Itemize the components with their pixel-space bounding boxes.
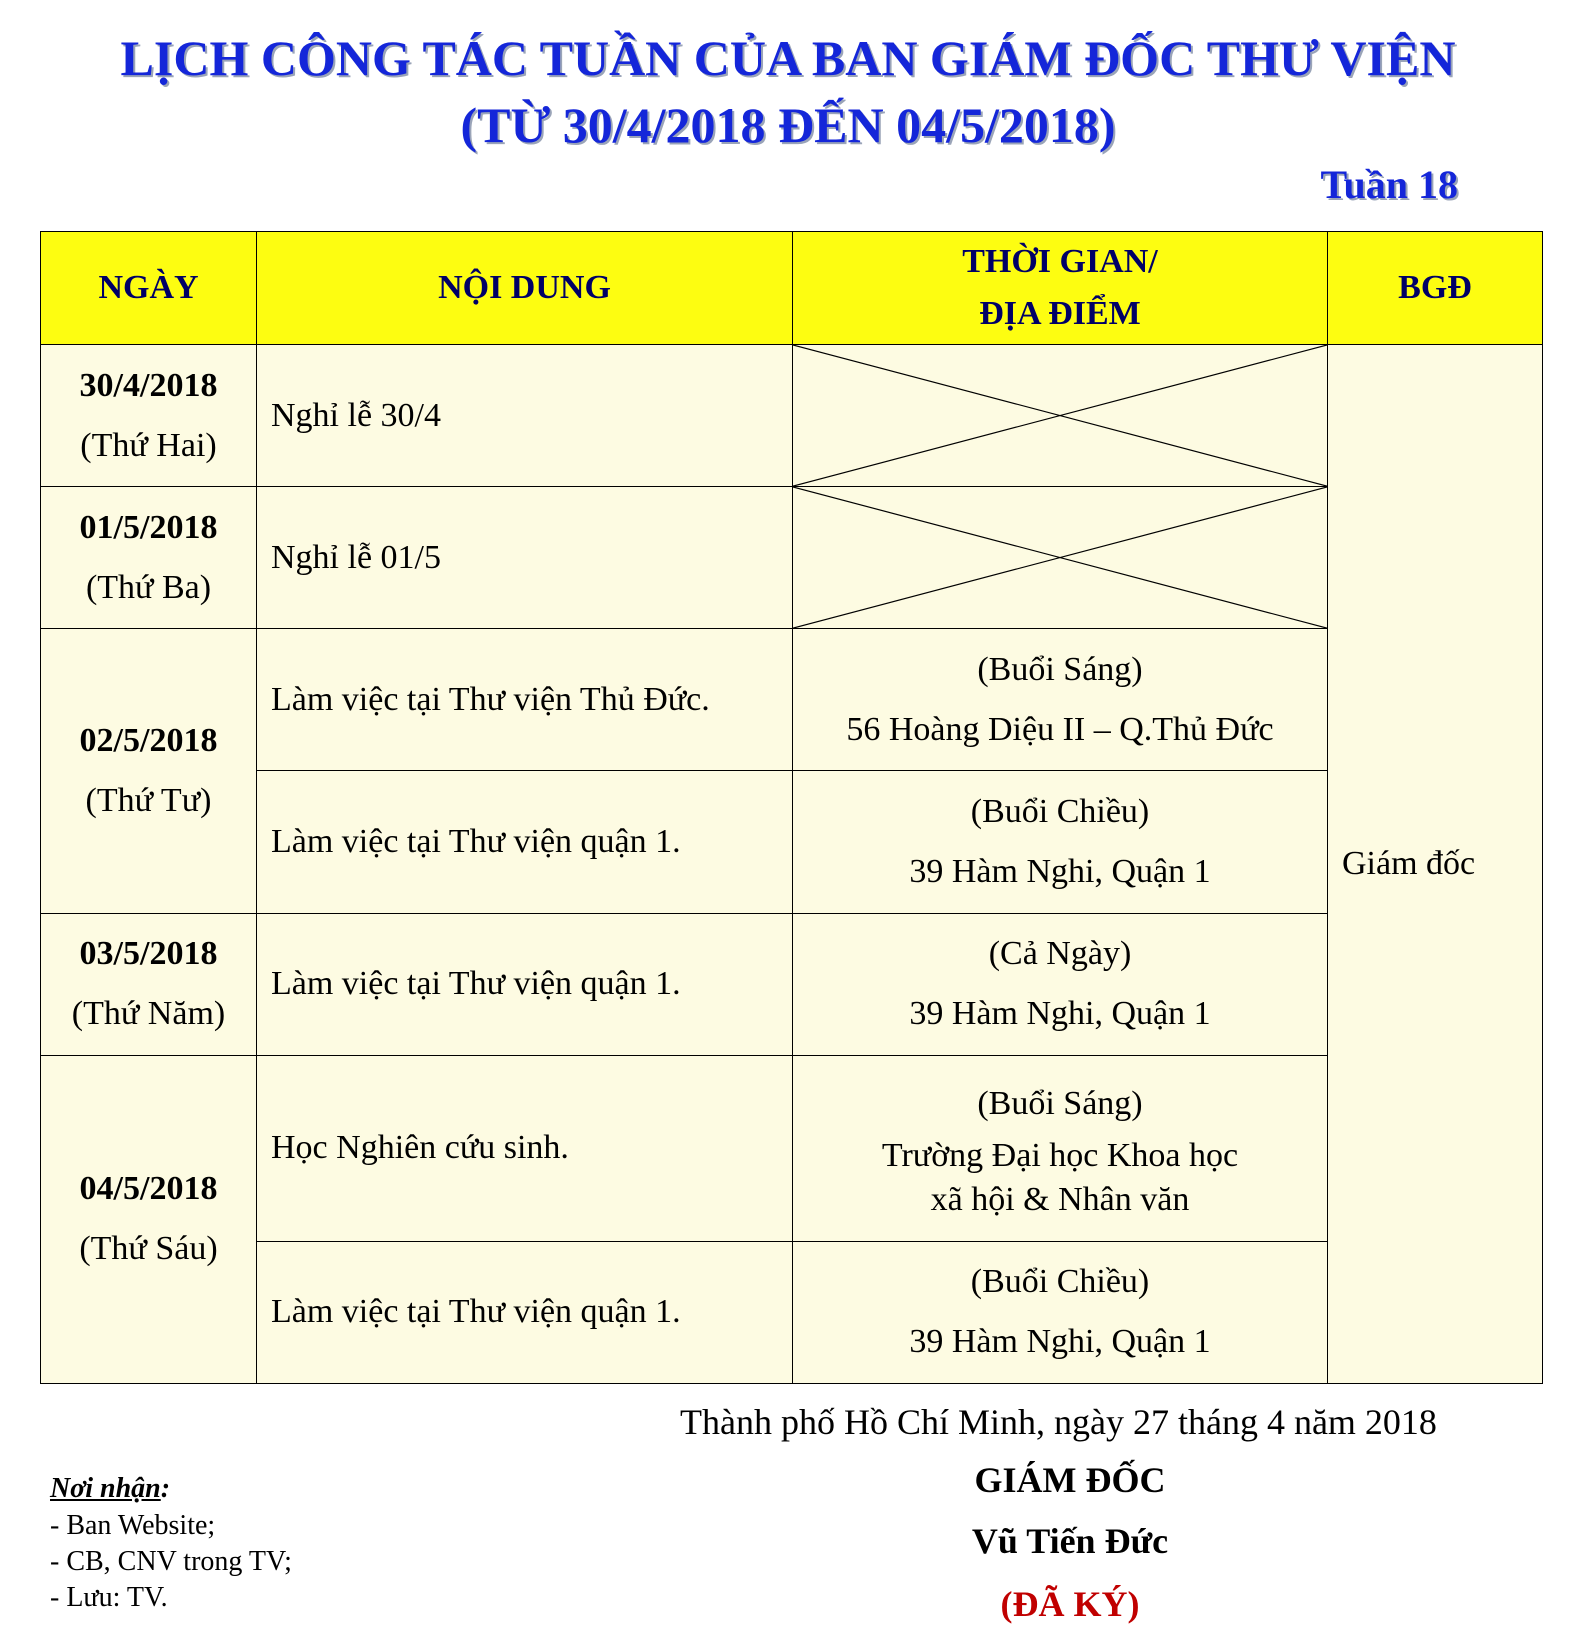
- date-cell: [41, 629, 257, 913]
- content-cell: Làm việc tại Thư viện quận 1.: [257, 771, 793, 913]
- signer-role: GIÁM ĐỐC: [974, 1460, 1166, 1500]
- place-value-line2: xã hội & Nhân văn: [930, 1181, 1190, 1219]
- recipient-item: - Ban Website;: [50, 1510, 216, 1541]
- document-title: LỊCH CÔNG TÁC TUẦN CỦA BAN GIÁM ĐỐC THƯ VIỆN: [120, 30, 1456, 86]
- table-row: [41, 771, 1543, 913]
- signed-mark: (ĐÃ KÝ): [1000, 1584, 1140, 1624]
- bgd-cell: Giám đốc: [1328, 345, 1543, 1384]
- weekday-value: (Thứ Tư): [85, 781, 212, 819]
- place-value: Trường Đại học Khoa học: [881, 1137, 1239, 1175]
- schedule-table: [40, 231, 1543, 1384]
- date-value: 04/5/2018: [79, 1170, 218, 1208]
- time-place-cell: [793, 771, 1328, 913]
- document-date-range: (TỪ 30/4/2018 ĐẾN 04/5/2018): [460, 97, 1116, 153]
- cross-mark: [793, 345, 1327, 486]
- content-cell: Làm việc tại Thư viện quận 1.: [257, 913, 793, 1055]
- week-label: Tuần 18: [1320, 162, 1458, 207]
- content-cell: Làm việc tại Thư viện quận 1.: [257, 1241, 793, 1383]
- content-cell: Nghỉ lễ 30/4: [257, 345, 793, 487]
- content-cell: Nghỉ lễ 01/5: [257, 487, 793, 629]
- header-time-place: [793, 232, 1328, 345]
- weekday-value: (Thứ Ba): [85, 568, 212, 606]
- weekday-value: (Thứ Hai): [80, 426, 217, 464]
- table-row: [41, 629, 1543, 771]
- place-value: 39 Hàm Nghi, Quận 1: [909, 852, 1211, 890]
- time-place-cell: [793, 913, 1328, 1055]
- crossed-out-cell: [793, 345, 1328, 487]
- place-value: 39 Hàm Nghi, Quận 1: [909, 1323, 1211, 1361]
- date-value: 01/5/2018: [79, 508, 218, 546]
- header-place: ĐỊA ĐIỂM: [979, 295, 1141, 332]
- table-row: [41, 487, 1543, 629]
- content-cell: Làm việc tại Thư viện Thủ Đức.: [257, 629, 793, 771]
- time-value: (Cả Ngày): [988, 935, 1132, 973]
- header-content: NỘI DUNG: [257, 232, 793, 345]
- table-row: [41, 913, 1543, 1055]
- weekday-value: (Thứ Năm): [71, 995, 226, 1033]
- date-value: 02/5/2018: [79, 721, 218, 759]
- cross-mark: [793, 487, 1327, 628]
- time-value: (Buổi Sáng): [977, 1085, 1143, 1123]
- place-value: 39 Hàm Nghi, Quận 1: [909, 995, 1211, 1033]
- date-value: 30/4/2018: [79, 366, 218, 404]
- header-bgd: BGĐ: [1328, 232, 1543, 345]
- signer-name: Vũ Tiến Đức: [971, 1521, 1169, 1561]
- recipients-label: Nơi nhận: [50, 1473, 161, 1504]
- time-value: (Buổi Chiều): [970, 1263, 1150, 1301]
- table-row: [41, 345, 1543, 487]
- table-row: [41, 1241, 1543, 1383]
- time-value: (Buổi Chiều): [970, 792, 1150, 830]
- time-place-cell: [793, 629, 1328, 771]
- content-cell: Học Nghiên cứu sinh.: [257, 1055, 793, 1241]
- date-value: 03/5/2018: [79, 935, 218, 973]
- time-value: (Buổi Sáng): [977, 650, 1143, 688]
- place-value: 56 Hoàng Diệu II – Q.Thủ Đức: [846, 710, 1274, 748]
- date-cell: [41, 487, 257, 629]
- place-and-date: Thành phố Hồ Chí Minh, ngày 27 tháng 4 năm 2018: [680, 1402, 1437, 1442]
- recipients-colon: :: [160, 1473, 171, 1504]
- table-row: [41, 1055, 1543, 1241]
- header-time: THỜI GIAN/: [962, 243, 1158, 280]
- recipients-heading: [50, 1472, 170, 1506]
- date-cell: [41, 345, 257, 487]
- crossed-out-cell: [793, 487, 1328, 629]
- recipient-item: - Lưu: TV.: [50, 1582, 168, 1613]
- time-place-cell: [793, 1241, 1328, 1383]
- date-cell: [41, 1055, 257, 1383]
- recipient-item: - CB, CNV trong TV;: [50, 1546, 292, 1577]
- date-cell: [41, 913, 257, 1055]
- time-place-cell: [793, 1055, 1328, 1241]
- weekday-value: (Thứ Sáu): [79, 1230, 218, 1268]
- header-date: NGÀY: [41, 232, 257, 345]
